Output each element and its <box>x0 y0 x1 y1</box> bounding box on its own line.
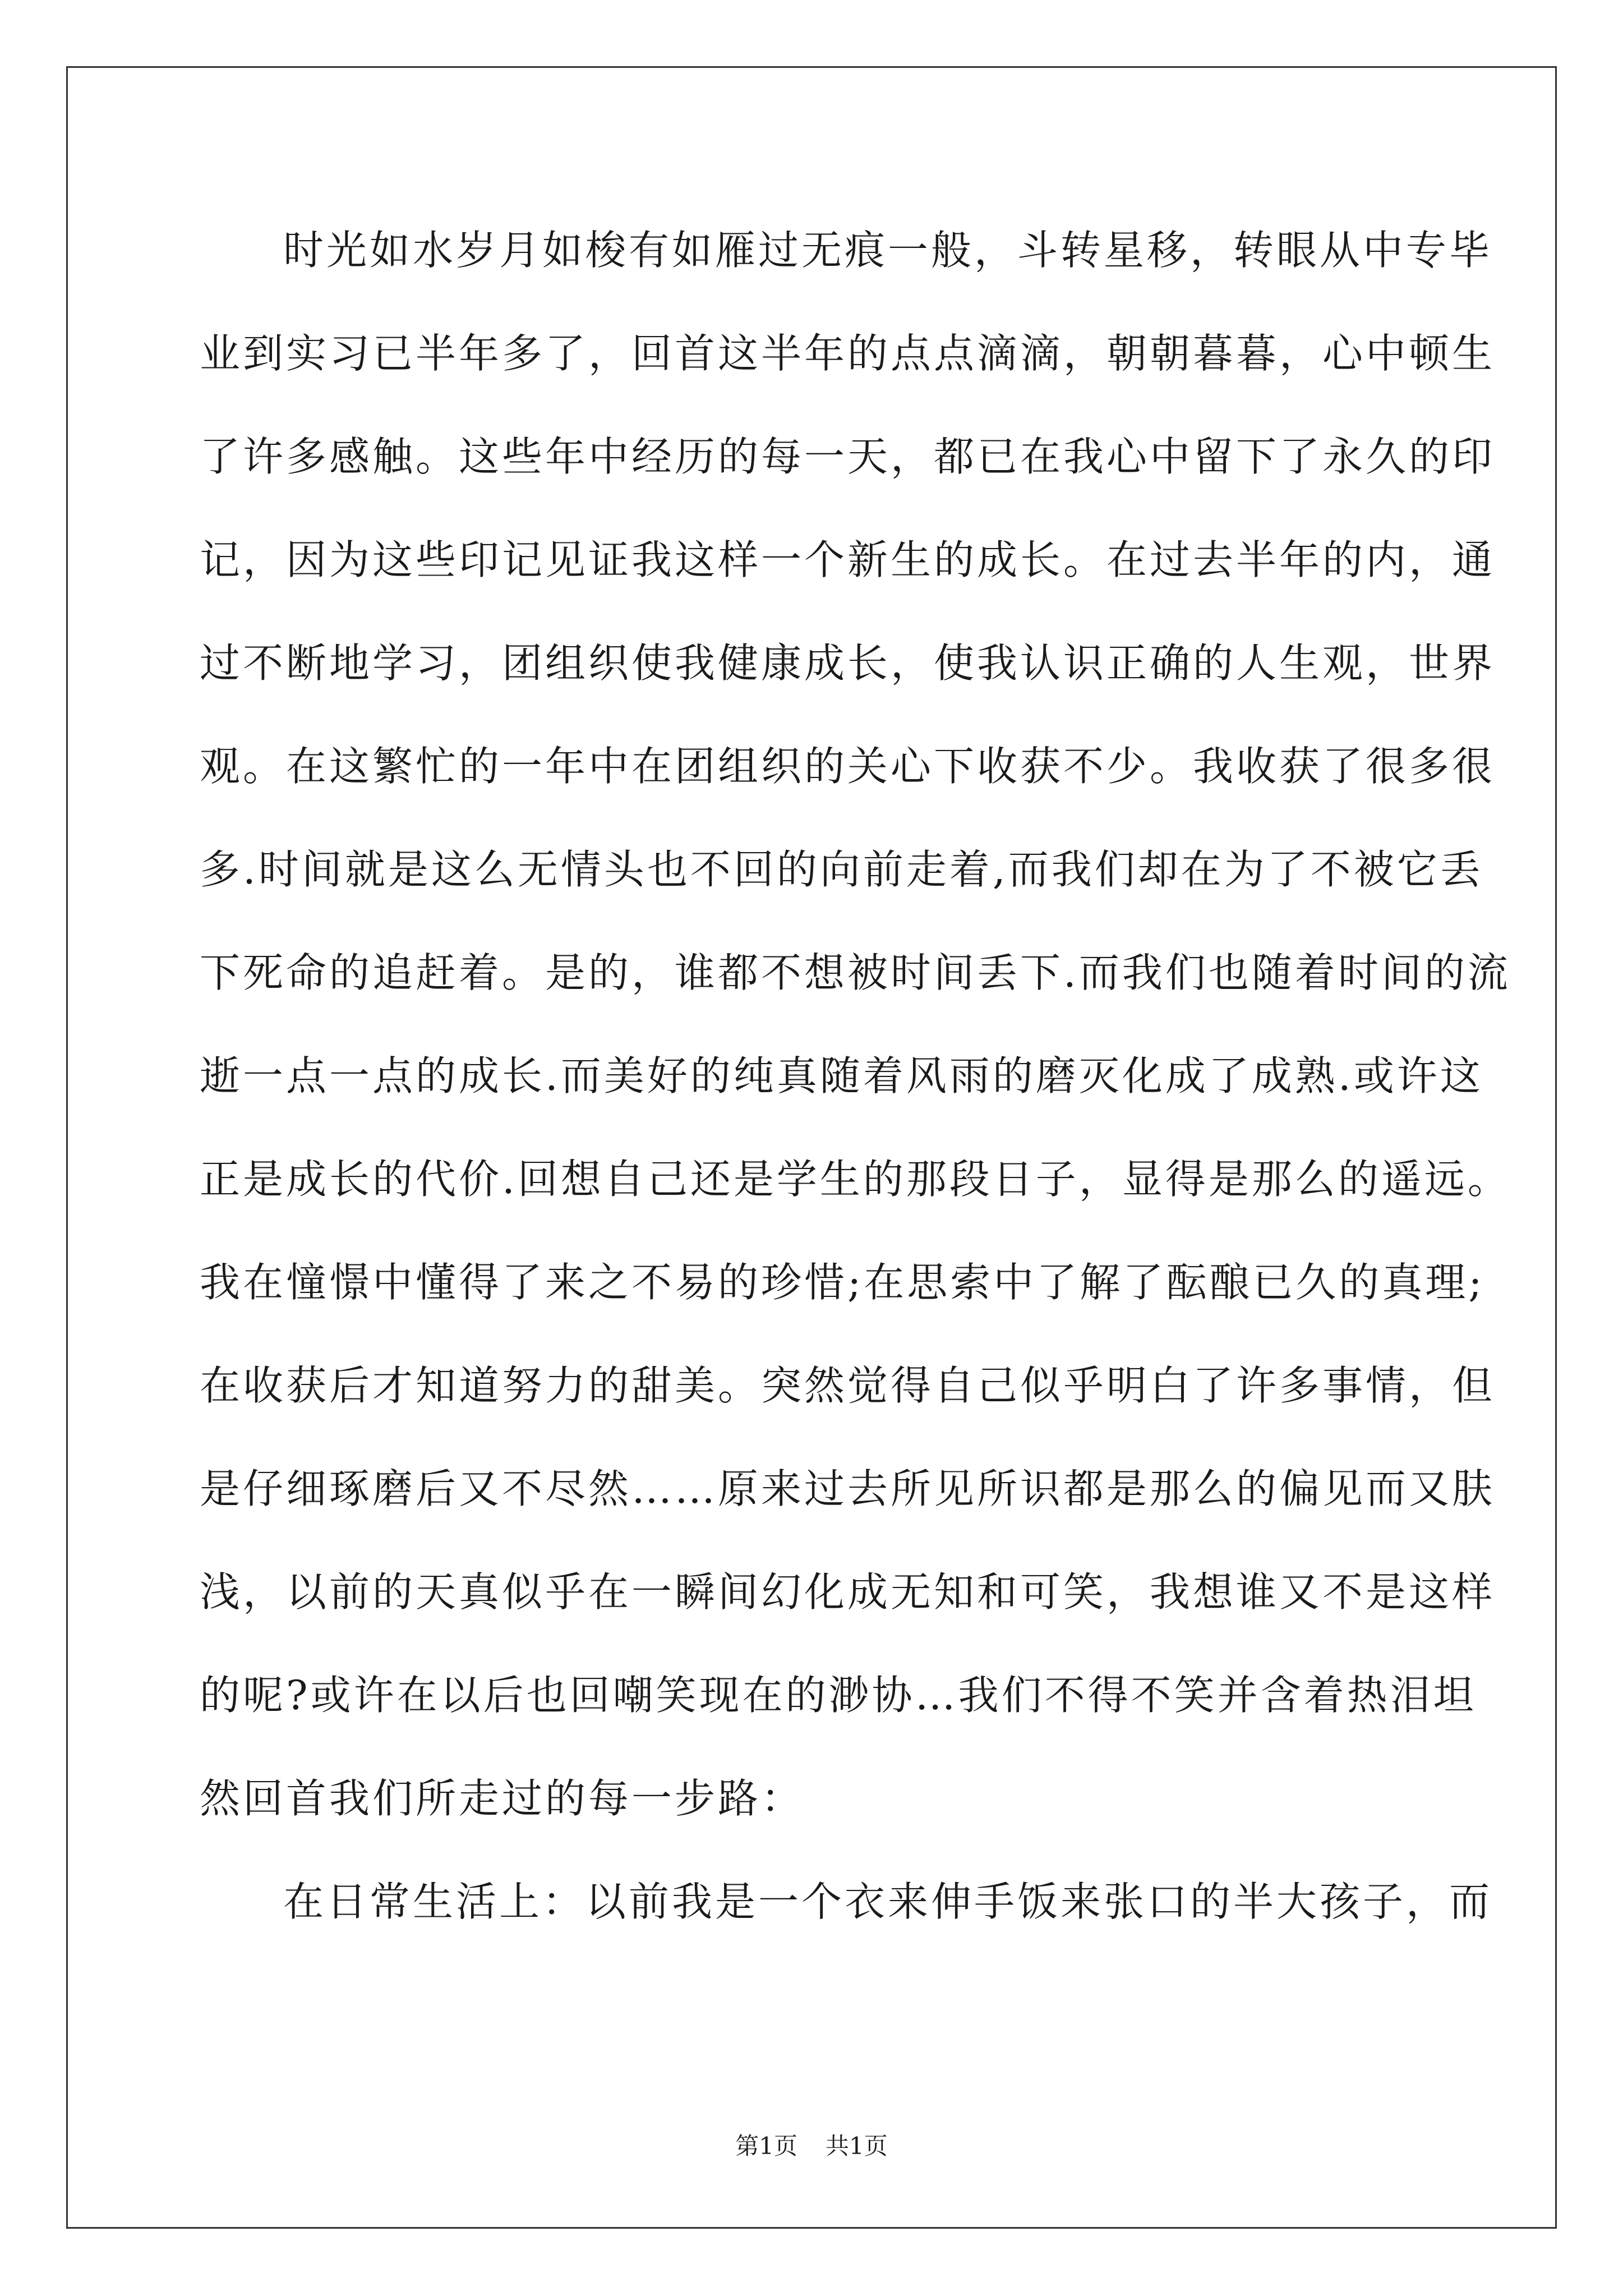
text-line: 下死命的追赶着。是的，谁都不想被时间丢下.而我们也随着时间的流 <box>200 949 1511 996</box>
text-line: 时光如水岁月如梭有如雁过无痕一般，斗转星移，转眼从中专毕 <box>283 227 1493 274</box>
text-line: 记，因为这些印记见证我这样一个新生的成长。在过去半年的内，通 <box>200 536 1496 583</box>
text-line: 多.时间就是这么无情头也不回的向前走着,而我们却在为了不被它丢 <box>200 846 1483 893</box>
text-line: 然回首我们所走过的每一步路： <box>200 1775 805 1822</box>
text-line: 是仔细琢磨后又不尽然……原来过去所见所识都是那么的偏见而又肤 <box>200 1465 1496 1512</box>
text-line: 过不断地学习，团组织使我健康成长，使我认识正确的人生观，世界 <box>200 639 1496 687</box>
page-total: 共1页 <box>826 2132 888 2160</box>
page-footer <box>0 2134 1623 2158</box>
text-line: 观。在这繁忙的一年中在团组织的关心下收获不少。我收获了很多很 <box>200 743 1496 790</box>
text-line: 在日常生活上：以前我是一个衣来伸手饭来张口的半大孩子，而 <box>283 1878 1493 1925</box>
text-line: 的呢?或许在以后也回嘲笑现在的渺协…我们不得不笑并含着热泪坦 <box>200 1672 1477 1719</box>
page-number: 第1页 <box>735 2132 797 2160</box>
text-line: 逝一点一点的成长.而美好的纯真随着风雨的磨灭化成了成熟.或许这 <box>200 1052 1483 1099</box>
text-line: 浅，以前的天真似乎在一瞬间幻化成无知和可笑，我想谁又不是这样 <box>200 1568 1496 1616</box>
text-line: 正是成长的代价.回想自己还是学生的那段日子，显得是那么的遥远。 <box>200 1156 1511 1203</box>
text-line: 在收获后才知道努力的甜美。突然觉得自己似乎明白了许多事情，但 <box>200 1362 1496 1409</box>
text-line: 了许多感触。这些年中经历的每一天，都已在我心中留下了永久的印 <box>200 433 1496 480</box>
text-line: 业到实习已半年多了，回首这半年的点点滴滴，朝朝暮暮，心中顿生 <box>200 330 1496 377</box>
text-line: 我在憧憬中懂得了来之不易的珍惜;在思索中了解了酝酿已久的真理; <box>200 1259 1485 1306</box>
